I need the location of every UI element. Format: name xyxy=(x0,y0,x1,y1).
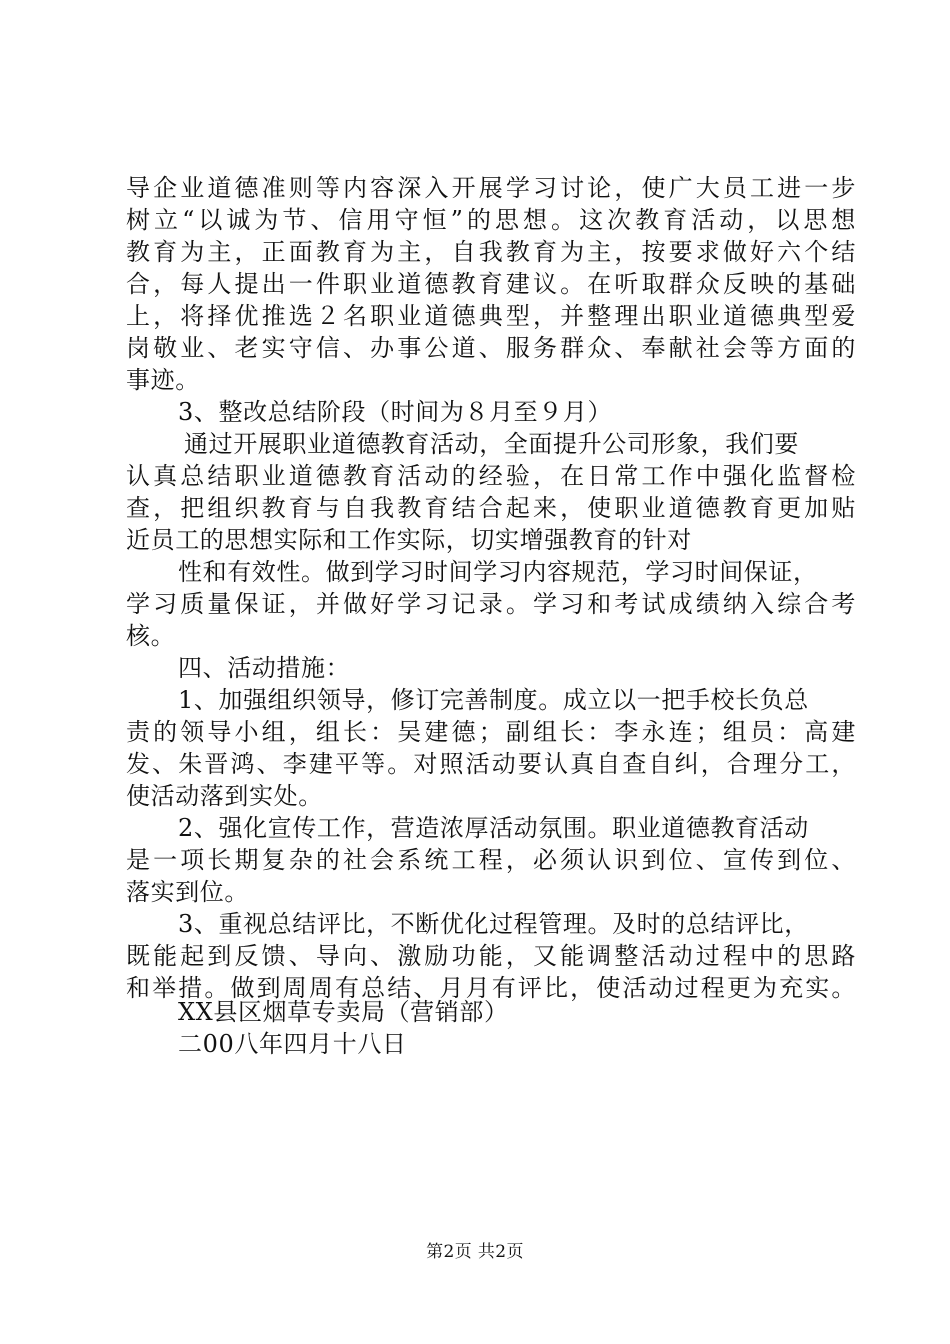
body-line: 既能起到反馈、导向、激励功能，又能调整活动过程中的思路 xyxy=(126,942,856,970)
body-line: 事迹。 xyxy=(126,366,200,394)
body-line: 核。 xyxy=(126,622,176,650)
section-heading: 3、整改总结阶段（时间为８月至９月） xyxy=(178,398,613,426)
page-footer xyxy=(0,1240,950,1264)
body-line: 上，将择优推选２名职业道德典型，并整理出职业道德典型爱 xyxy=(126,302,856,330)
paragraph-start: 2、强化宣传工作，营造浓厚活动氛围。职业道德教育活动 xyxy=(178,814,809,842)
paragraph-start: 通过开展职业道德教育活动，全面提升公司形象，我们要 xyxy=(184,430,799,458)
body-line: 合，每人提出一件职业道德教育建议。在听取群众反映的基础 xyxy=(126,270,856,298)
paragraph-start: 3、重视总结评比，不断优化过程管理。及时的总结评比， xyxy=(178,910,809,938)
body-line: 树立“以诚为节、信用守恒”的思想。这次教育活动，以思想 xyxy=(126,206,856,234)
body-line: 学习质量保证，并做好学习记录。学习和考试成绩纳入综合考 xyxy=(126,590,856,618)
body-line: 近员工的思想实际和工作实际，切实增强教育的针对 xyxy=(126,526,692,554)
body-line: 岗敬业、老实守信、办事公道、服务群众、奉献社会等方面的 xyxy=(126,334,856,362)
body-line: 查，把组织教育与自我教育结合起来，使职业道德教育更加贴 xyxy=(126,494,856,522)
body-line: 认真总结职业道德教育活动的经验，在日常工作中强化监督检 xyxy=(126,462,856,490)
paragraph-start: 性和有效性。做到学习时间学习内容规范，学习时间保证， xyxy=(178,558,818,586)
body-line: 责的领导小组，组长：吴建德；副组长：李永连；组员：高建 xyxy=(126,718,856,746)
body-line: 落实到位。 xyxy=(126,878,249,906)
body-line: 导企业道德准则等内容深入开展学习讨论，使广大员工进一步 xyxy=(126,174,856,202)
signature-date: 二00八年四月十八日 xyxy=(178,1030,407,1058)
paragraph-start: 1、加强组织领导，修订完善制度。成立以一把手校长负总 xyxy=(178,686,809,714)
signature-block xyxy=(178,996,509,1060)
body-line: 教育为主，正面教育为主，自我教育为主，按要求做好六个结 xyxy=(126,238,856,266)
section-heading: 四、活动措施： xyxy=(178,654,351,682)
document-body xyxy=(126,172,856,1004)
body-line: 是一项长期复杂的社会系统工程，必须认识到位、宣传到位、 xyxy=(126,846,856,874)
page-number: 第2页 共2页 xyxy=(426,1242,524,1262)
body-line: 发、朱晋鸿、李建平等。对照活动要认真自查自纠，合理分工， xyxy=(126,750,856,778)
signature-organization: XX县区烟草专卖局（营销部） xyxy=(178,998,509,1026)
body-line: 和举措。做到周周有总结、月月有评比，使活动过程更为充实。 xyxy=(126,974,856,1002)
body-line: 使活动落到实处。 xyxy=(126,782,323,810)
